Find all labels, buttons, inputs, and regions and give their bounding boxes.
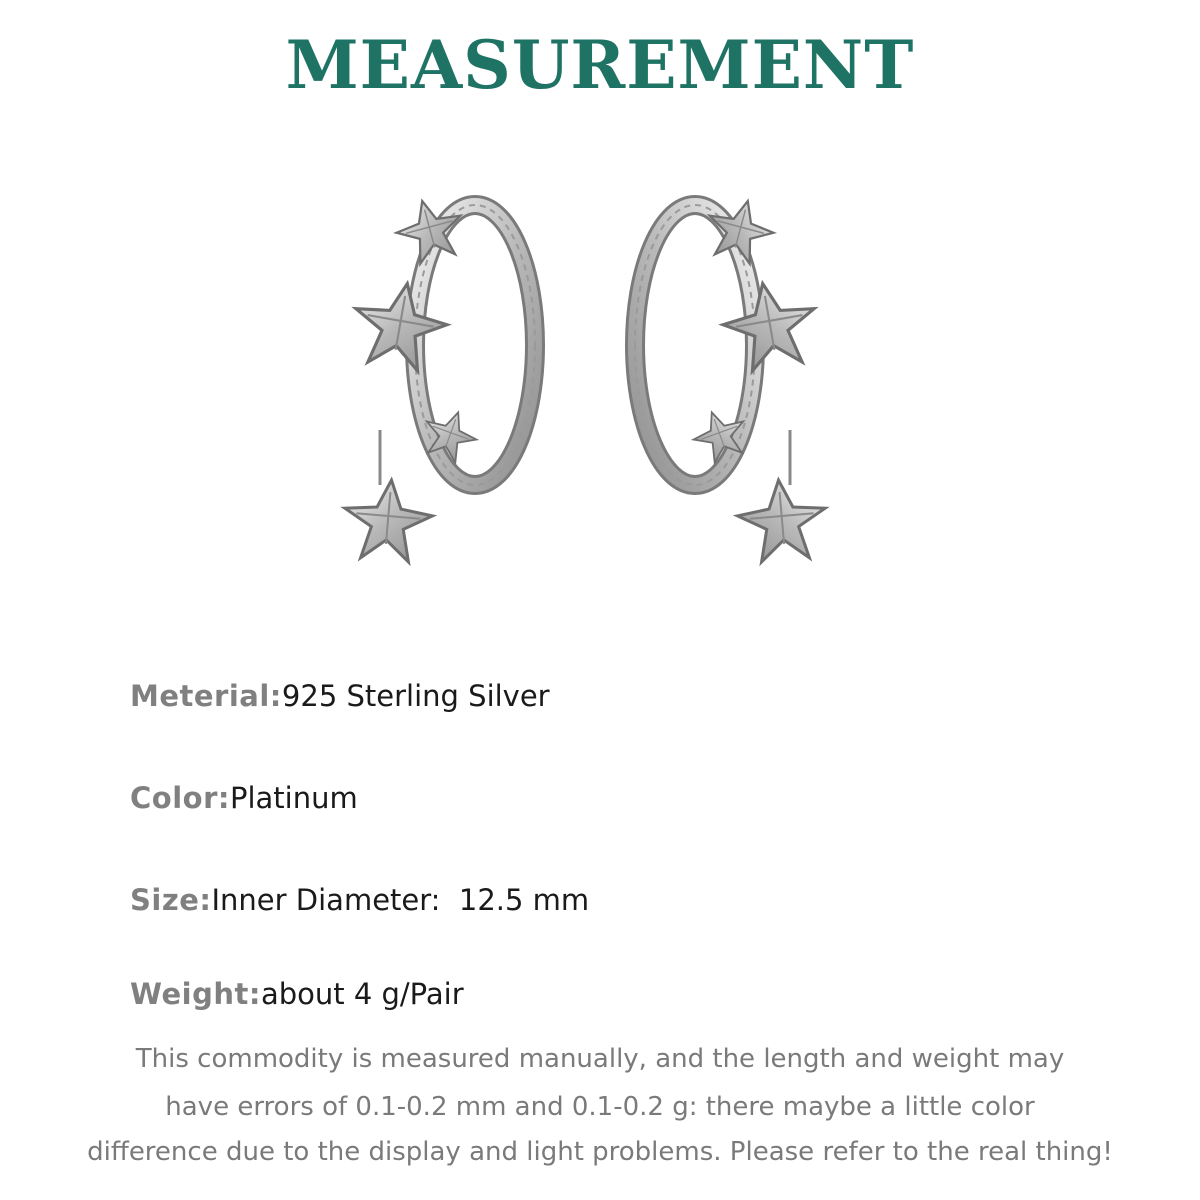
earrings-product-image (330, 185, 840, 595)
spec-color (130, 778, 358, 818)
spec-weight (130, 974, 464, 1014)
right-earring (635, 192, 829, 563)
spec-size-value: Inner Diameter: 12.5 mm (211, 883, 590, 917)
disclaimer-line-1: This commodity is measured manually, and the length and weight may (135, 1044, 1065, 1074)
disclaimer-line-2: have errors of 0.1-0.2 mm and 0.1-0.2 g: there maybe a little color (165, 1092, 1035, 1122)
spec-size-label: Size: (130, 883, 212, 917)
spec-weight-label: Weight: (130, 977, 261, 1011)
spec-material-value: 925 Sterling Silver (281, 679, 550, 713)
spec-color-value: Platinum (229, 781, 358, 815)
disclaimer-line-3: difference due to the display and light problems. Please refer to the real thing! (87, 1137, 1113, 1167)
spec-material (130, 676, 550, 716)
spec-material-label: Meterial: (130, 679, 282, 713)
spec-color-label: Color: (130, 781, 230, 815)
page-title: MEASUREMENT (285, 26, 915, 104)
left-earring (341, 192, 535, 563)
spec-size (130, 880, 589, 920)
spec-weight-value: about 4 g/Pair (260, 977, 464, 1011)
